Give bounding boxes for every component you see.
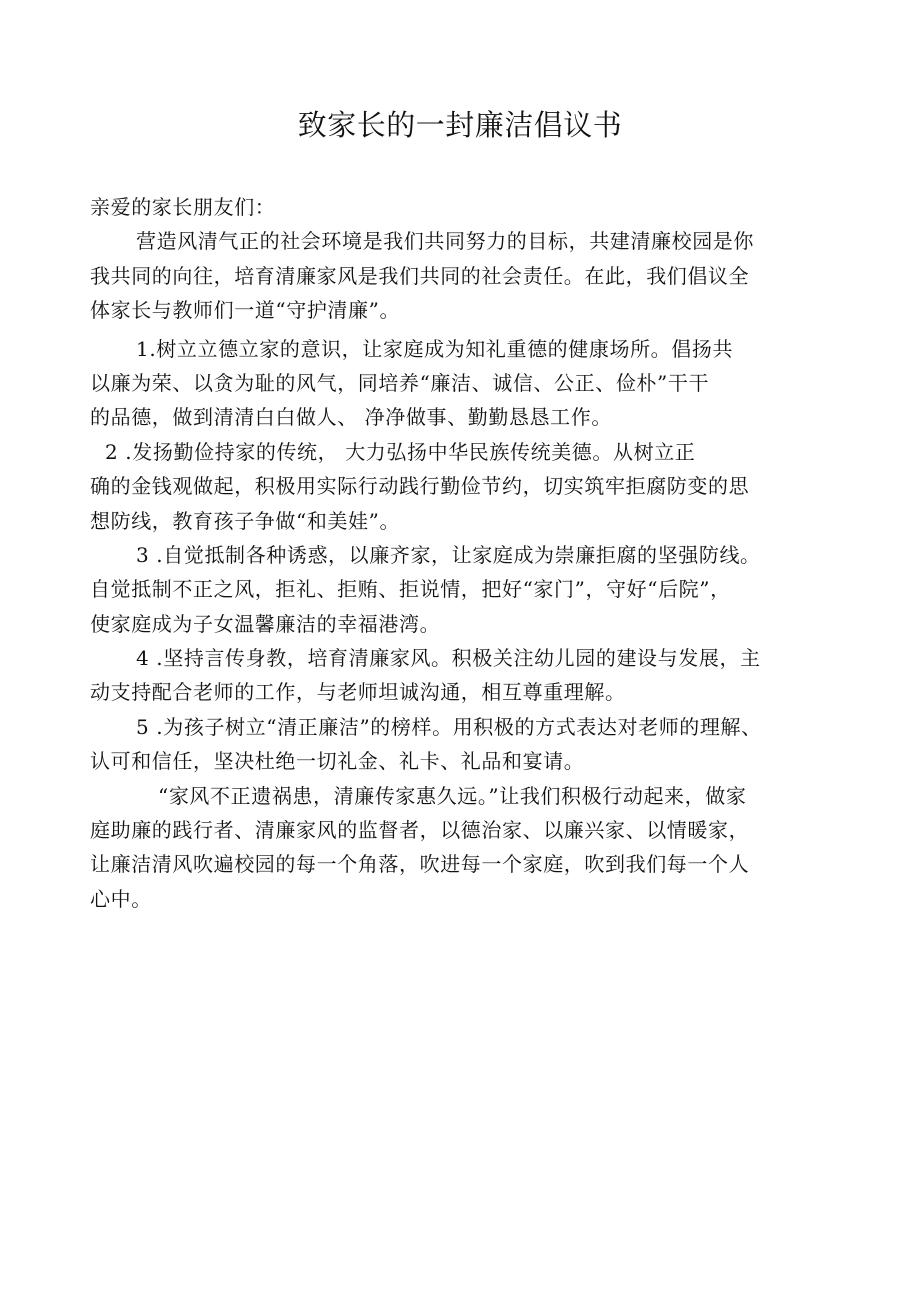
item-1-line-1: 1.树立立德立家的意识，让家庭成为知礼重德的健康场所。倡扬共 xyxy=(136,336,734,361)
document-body xyxy=(90,190,840,916)
item-4-line-2: 动支持配合老师的工作，与老师坦诚沟通，相互尊重理解。 xyxy=(90,680,626,705)
intro-line-2: 我共同的向往，培育清廉家风是我们共同的社会责任。在此，我们倡议全 xyxy=(90,263,750,288)
item-2-line-2: 确的金钱观做起，积极用实际行动践行勤俭节约，切实筑牢拒腐防变的思 xyxy=(90,474,750,499)
item-3-line-3: 使家庭成为子女温馨廉洁的幸福港湾。 xyxy=(90,611,441,636)
document-title: 致家长的一封廉洁倡议书 xyxy=(297,108,623,142)
closing-line-4: 心中。 xyxy=(90,886,152,911)
item-3-line-1: 3 .自觉抵制各种诱惑，以廉齐家，让家庭成为崇廉拒腐的坚强防线。 xyxy=(136,542,761,567)
closing-line-2: 庭助廉的践行者、清廉家风的监督者，以德治家、以廉兴家、以情暖家， xyxy=(90,818,750,843)
item-4-line-1: 4 .坚持言传身教，培育清廉家风。积极关注幼儿园的建设与发展，主 xyxy=(136,646,761,671)
item-1-line-2: 以廉为荣、以贪为耻的风气，同培养“廉洁、诚信、公正、俭朴”干干 xyxy=(90,370,710,395)
item-3-line-2: 自觉抵制不正之风，拒礼、拒贿、拒说情，把好“家门”，守好“后院”， xyxy=(90,577,731,602)
item-1-line-3: 的品德，做到清清白白做人、 净净做事、勤勤恳恳工作。 xyxy=(90,405,612,430)
intro-line-3: 体家长与教师们一道“守护清廉”。 xyxy=(90,298,401,323)
closing-line-1: “家风不正遗祸患，清廉传家惠久远。”让我们积极行动起来，做家 xyxy=(158,783,747,808)
item-2-line-3: 想防线，教育孩子争做“和美娃”。 xyxy=(90,508,401,533)
item-5-line-2: 认可和信任，坚决杜绝一切礼金、礼卡、礼品和宴请。 xyxy=(90,749,585,774)
intro-line-1: 营造风清气正的社会环境是我们共同努力的目标，共建清廉校园是你 xyxy=(136,229,754,254)
salutation: 亲爱的家长朋友们： xyxy=(90,195,276,219)
item-5-line-1: 5 .为孩子树立“清正廉洁”的榜样。用积极的方式表达对老师的理解、 xyxy=(136,714,762,739)
item-2-line-1: 2 .发扬勤俭持家的传统， 大力弘扬中华民族传统美德。从树立正 xyxy=(105,439,696,464)
closing-line-3: 让廉洁清风吹遍校园的每一个角落，吹进每一个家庭，吹到我们每一个人 xyxy=(90,852,750,877)
